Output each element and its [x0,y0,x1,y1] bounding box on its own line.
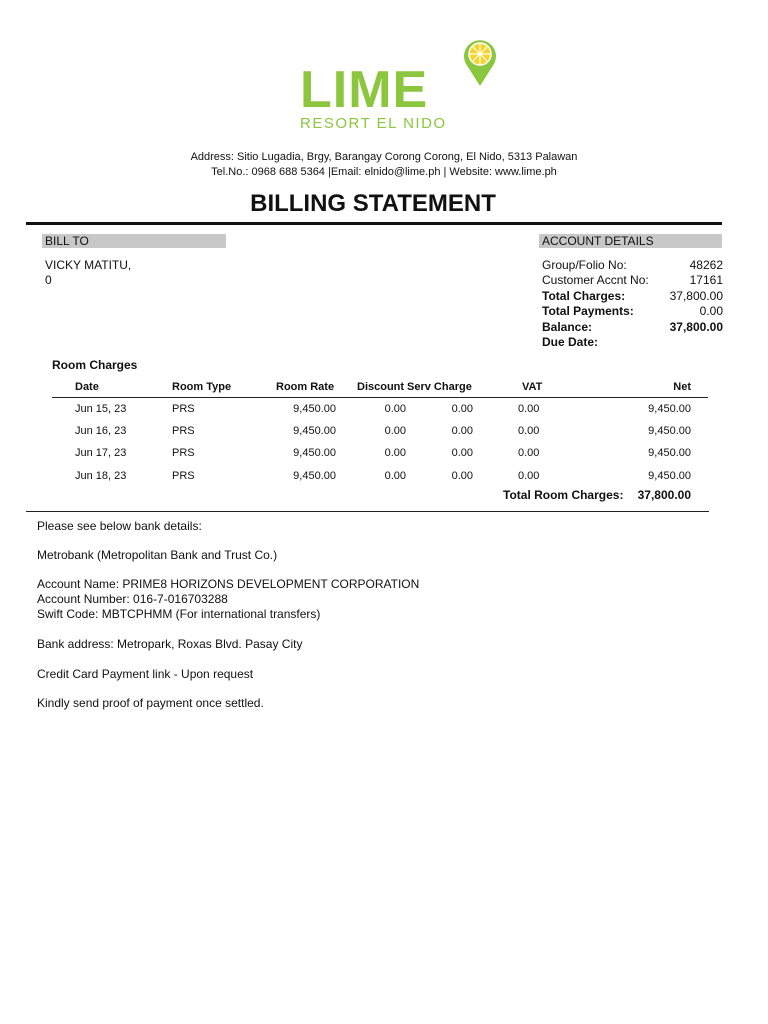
cell-room-rate: 9,450.00 [293,447,336,459]
cell-room-type: PRS [172,470,195,482]
cell-date: Jun 18, 23 [75,470,127,482]
table-row [0,403,768,417]
cell-discount: 0.00 [384,470,406,482]
account-number: Account Number: 016-7-016703288 [37,592,228,606]
account-name: Account Name: PRIME8 HORIZONS DEVELOPMENT CORPORATION [37,577,420,591]
total-payments-label: Total Payments: [542,304,634,318]
payment-proof-note: Kindly send proof of payment once settled. [37,696,264,710]
col-discount: Discount [357,381,405,393]
bill-to-name: VICKY MATITU, [45,258,132,272]
cell-serv-charge: 0.00 [451,447,473,459]
bill-to-header: BILL TO [42,234,226,248]
cell-room-rate: 9,450.00 [293,403,336,415]
bank-address: Bank address: Metropark, Roxas Blvd. Pasay City [37,637,303,651]
page-title: BILLING STATEMENT [250,190,496,217]
balance-label: Balance: [542,320,593,334]
account-details-header: ACCOUNT DETAILS [539,234,722,248]
table-row [0,470,768,484]
table-row [0,425,768,439]
cell-room-type: PRS [172,447,195,459]
room-charges-title: Room Charges [52,358,138,372]
cell-net: 9,450.00 [648,470,691,482]
cell-room-rate: 9,450.00 [293,470,336,482]
col-net: Net [673,381,691,393]
bank-intro: Please see below bank details: [37,519,202,533]
swift-code: Swift Code: MBTCPHMM (For international transfers) [37,607,321,621]
bill-to-line2: 0 [45,273,52,287]
cell-net: 9,450.00 [648,425,691,437]
cell-discount: 0.00 [384,447,406,459]
resort-logo [290,36,510,136]
customer-accnt-value: 17161 [689,273,723,287]
col-room-type: Room Type [172,381,232,393]
table-header-divider [52,397,708,398]
due-date-label: Due Date: [542,335,599,349]
cell-vat: 0.00 [518,425,540,437]
cell-serv-charge: 0.00 [451,470,473,482]
title-divider [26,222,722,225]
address-line: Address: Sitio Lugadia, Brgy, Barangay Corong Corong, El Nido, 5313 Palawan [190,151,578,163]
logo-wordmark: LIME [300,61,429,119]
lime-pin-icon [460,36,500,88]
cell-room-type: PRS [172,403,195,415]
table-row [0,447,768,461]
cell-vat: 0.00 [518,447,540,459]
folio-label: Group/Folio No: [542,258,627,272]
cell-vat: 0.00 [518,470,540,482]
folio-value: 48262 [689,258,723,272]
total-room-charges-label: Total Room Charges: [503,488,624,502]
col-serv-charge: Serv Charge [407,381,472,393]
cell-discount: 0.00 [384,425,406,437]
cell-vat: 0.00 [518,403,540,415]
credit-card-link: Credit Card Payment link - Upon request [37,667,254,681]
cell-room-rate: 9,450.00 [293,425,336,437]
contact-line: Tel.No.: 0968 688 5364 |Email: elnido@lime.ph | Website: www.lime.ph [211,166,557,178]
table-bottom-divider [26,511,709,512]
cell-room-type: PRS [172,425,195,437]
total-charges-label: Total Charges: [542,289,626,303]
cell-date: Jun 16, 23 [75,425,127,437]
customer-accnt-label: Customer Accnt No: [542,273,649,287]
logo-subtitle: RESORT EL NIDO [300,115,447,132]
cell-serv-charge: 0.00 [451,403,473,415]
col-vat: VAT [522,381,543,393]
bank-name: Metrobank (Metropolitan Bank and Trust Co.) [37,548,278,562]
cell-date: Jun 17, 23 [75,447,127,459]
col-date: Date [75,381,99,393]
cell-net: 9,450.00 [648,403,691,415]
total-payments-value: 0.00 [699,304,723,318]
balance-value: 37,800.00 [669,320,723,334]
col-room-rate: Room Rate [276,381,335,393]
cell-date: Jun 15, 23 [75,403,127,415]
cell-discount: 0.00 [384,403,406,415]
total-room-charges-value: 37,800.00 [637,488,691,502]
total-charges-value: 37,800.00 [669,289,723,303]
cell-serv-charge: 0.00 [451,425,473,437]
cell-net: 9,450.00 [648,447,691,459]
